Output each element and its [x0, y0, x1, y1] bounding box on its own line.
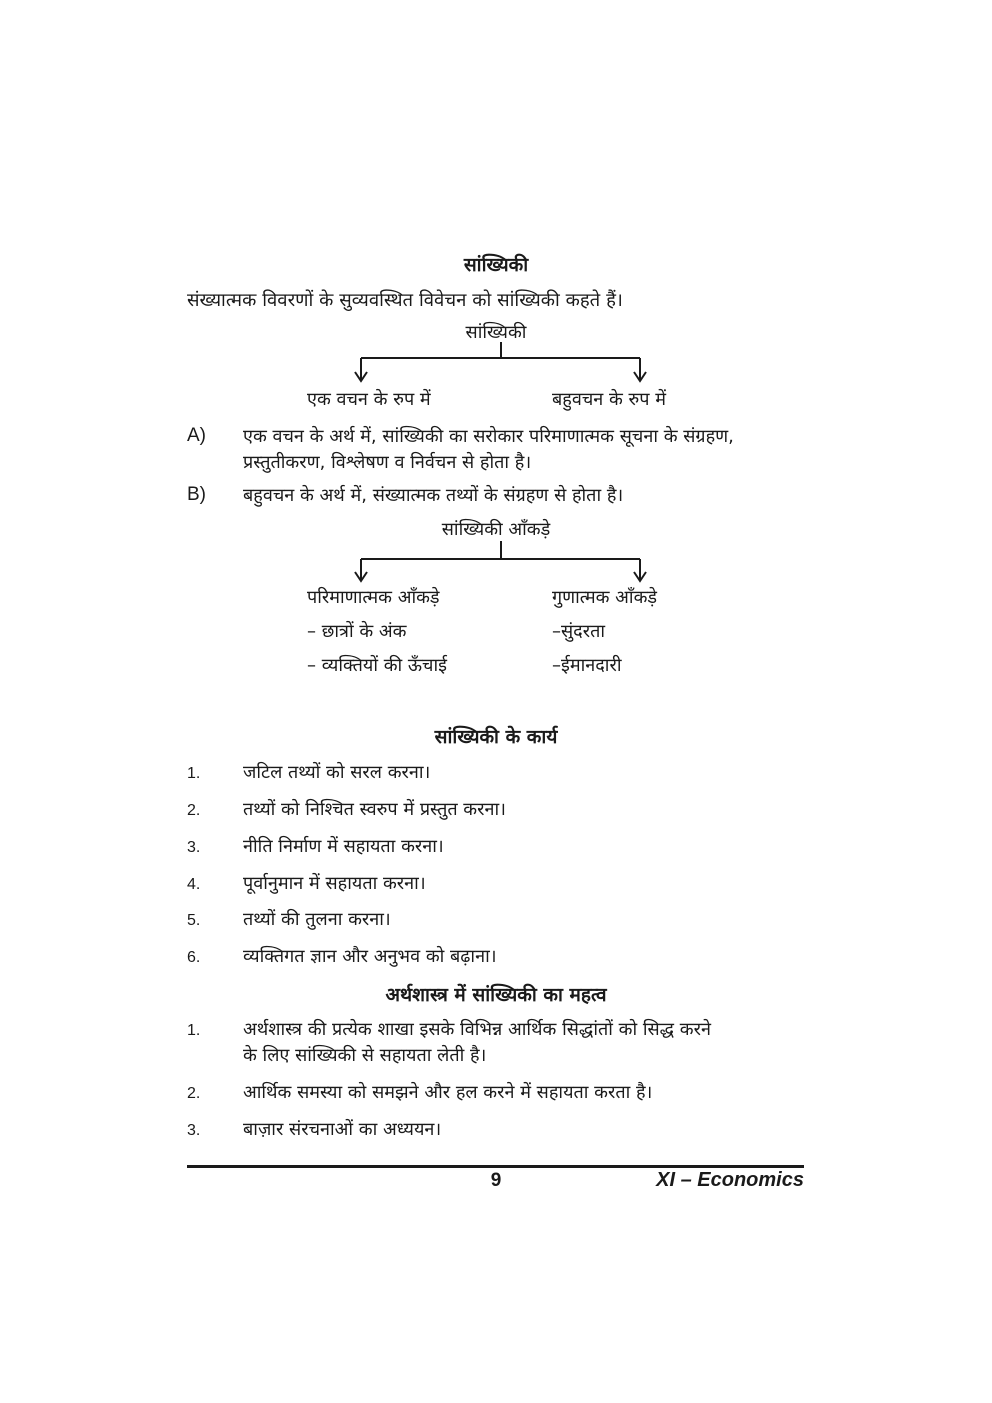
meaning-a-line2: प्रस्तुतीकरण, विश्लेषण व निर्वचन से होता है। — [243, 452, 532, 473]
list-item-text: अर्थशास्त्र की प्रत्येक शाखा इसके विभिन्न आर्थिक सिद्धांतों को सिद्ध करने — [243, 1019, 711, 1040]
list-item-number: 4. — [187, 876, 201, 893]
footer-rule — [187, 1165, 804, 1168]
list-item-text: के लिए सांख्यिकी से सहायता लेती है। — [243, 1045, 487, 1066]
definition-text: संख्यात्मक विवरणों के सुव्यवस्थित विवेचन को सांख्यिकी कहते हैं। — [187, 290, 623, 311]
page-number: 9 — [490, 1170, 502, 1191]
meaning-a-label: A) — [187, 425, 206, 446]
tree2-right-item: –सुंदरता — [552, 621, 606, 642]
tree2-right: गुणात्मक आँकड़े — [552, 587, 658, 608]
tree1-left: एक वचन के रुप में — [307, 389, 431, 410]
tree2-left-item: – छात्रों के अंक — [307, 621, 407, 642]
list-item-text: नीति निर्माण में सहायता करना। — [243, 836, 444, 857]
list-item-number: 6. — [187, 949, 201, 966]
tree2-left-item: – व्यक्तियों की ऊँचाई — [307, 655, 447, 676]
list-item-text: व्यक्तिगत ज्ञान और अनुभव को बढ़ाना। — [243, 946, 497, 967]
list-item-text: तथ्यों की तुलना करना। — [243, 909, 391, 930]
meaning-b-label: B) — [187, 484, 206, 505]
importance-heading: अर्थशास्त्र में सांख्यिकी का महत्व — [385, 984, 607, 1006]
list-item-text: आर्थिक समस्या को समझने और हल करने में सहायता करता है। — [243, 1082, 653, 1103]
tree1-right: बहुवचन के रुप में — [552, 389, 667, 410]
list-item-number: 2. — [187, 802, 201, 819]
book-title: XI – Economics — [656, 1169, 804, 1191]
list-item-text: तथ्यों को निश्चित स्वरुप में प्रस्तुत करना। — [243, 799, 506, 820]
list-item-text: पूर्वानुमान में सहायता करना। — [243, 873, 426, 894]
list-item-number: 1. — [187, 765, 201, 782]
list-item-number: 1. — [187, 1022, 201, 1039]
list-item-text: जटिल तथ्यों को सरल करना। — [243, 762, 431, 783]
tree1-root: सांख्यिकी — [465, 322, 527, 343]
list-item-number: 2. — [187, 1085, 201, 1102]
tree2-right-item: –ईमानदारी — [552, 655, 622, 676]
list-item-number: 3. — [187, 839, 201, 856]
meaning-b-line1: बहुवचन के अर्थ में, संख्यात्मक तथ्यों के संग्रहण से होता है। — [243, 485, 624, 506]
meaning-a-line1: एक वचन के अर्थ में, सांख्यिकी का सरोकार परिमाणात्मक सूचना के संग्रहण, — [243, 426, 734, 447]
functions-heading: सांख्यिकी के कार्य — [434, 726, 558, 748]
page-title: सांख्यिकी — [463, 254, 529, 276]
list-item-text: बाज़ार संरचनाओं का अध्ययन। — [243, 1119, 442, 1140]
tree2-left: परिमाणात्मक आँकड़े — [307, 587, 440, 608]
list-item-number: 5. — [187, 912, 201, 929]
list-item-number: 3. — [187, 1122, 201, 1139]
tree2-root: सांख्यिकी आँकड़े — [441, 519, 551, 540]
